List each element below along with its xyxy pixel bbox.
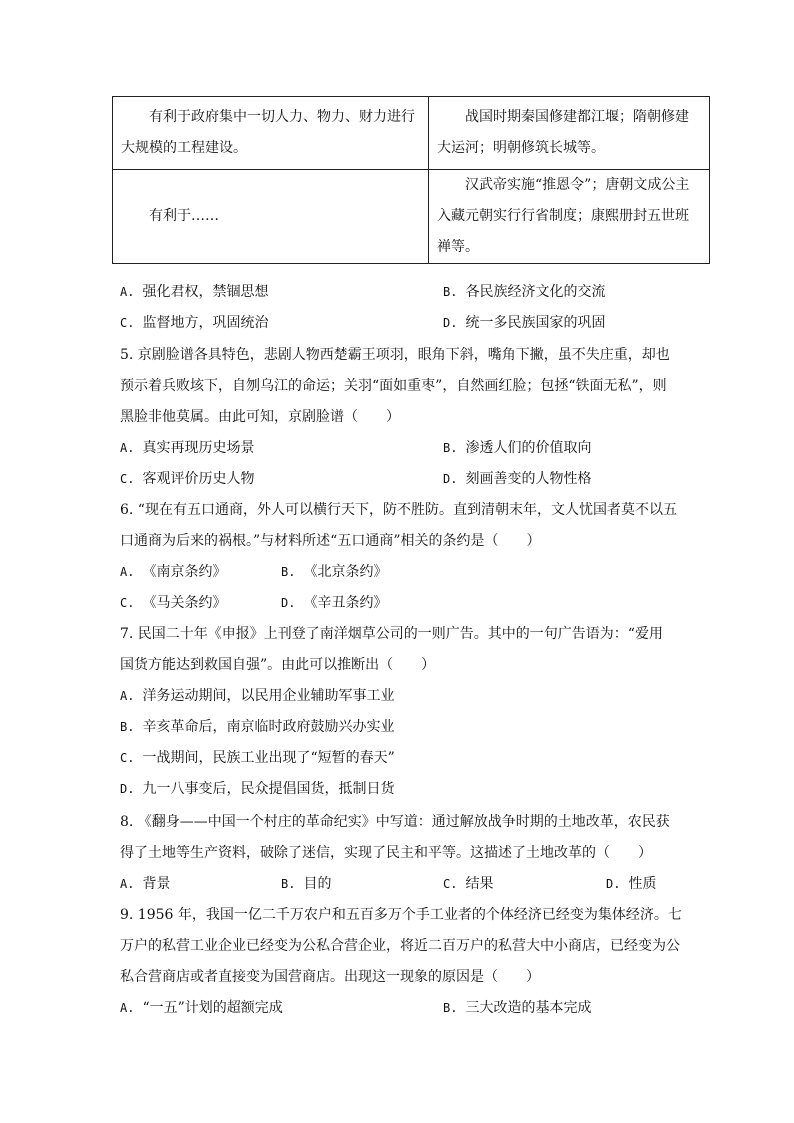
question-9-line-1: 9. 1956 年，我国一亿二千万农户和五百多万个手工业者的个体经济已经变为集体经济。七 bbox=[120, 907, 682, 923]
cell-text: 有利于…… bbox=[149, 208, 219, 224]
option-text: 一战期间，民族工业出现了“短暂的春天” bbox=[142, 750, 395, 766]
option-text: 背景 bbox=[142, 876, 171, 892]
option-text: 《辛丑条约》 bbox=[303, 595, 388, 611]
option-q5-c[interactable] bbox=[120, 469, 254, 489]
option-text: 《北京条约》 bbox=[303, 564, 388, 580]
option-q7-b[interactable] bbox=[120, 717, 394, 737]
option-text: 监督地方，巩固统治 bbox=[142, 315, 269, 331]
question-9-line-3: 私合营商店或者直接变为国营商店。出现这一现象的原因是（ ） bbox=[120, 969, 540, 985]
option-text: 《马关条约》 bbox=[142, 595, 227, 611]
question-6-line-2: 口通商为后来的祸根。”与材料所述“五口通商”相关的条约是（ ） bbox=[120, 533, 541, 549]
option-label: A. bbox=[120, 441, 135, 455]
option-q8-a[interactable] bbox=[120, 874, 170, 894]
option-text: “一五”计划的超额完成 bbox=[142, 1000, 283, 1016]
table-cell bbox=[113, 170, 429, 264]
option-text: 统一多民族国家的巩固 bbox=[465, 315, 606, 331]
option-text: 真实再现历史场景 bbox=[142, 440, 255, 456]
question-5-line-3: 黑脸非他莫属。由此可知，京剧脸谱（ ） bbox=[120, 409, 400, 425]
option-label: A. bbox=[120, 1001, 135, 1015]
question-8-line-1: 8. 《翻身——中国一个村庄的革命纪实》中写道：通过解放战争时期的土地改革，农民获 bbox=[120, 814, 670, 830]
option-label: D. bbox=[281, 596, 296, 610]
option-q5-b[interactable] bbox=[443, 438, 591, 458]
table-cell bbox=[429, 170, 710, 264]
option-q8-b[interactable] bbox=[281, 874, 331, 894]
option-q5-a[interactable] bbox=[120, 438, 254, 458]
question-7-line-2: 国货方能达到救国自强”。由此可以推断出（ ） bbox=[120, 657, 436, 673]
cell-text: 战国时期秦国修建都江堰；隋朝修建大运河；明朝修筑长城等。 bbox=[437, 109, 689, 156]
option-q4-c[interactable] bbox=[120, 313, 268, 333]
option-label: C. bbox=[443, 877, 458, 891]
option-text: 目的 bbox=[303, 876, 332, 892]
question-7-line-1: 7. 民国二十年《申报》上刊登了南洋烟草公司的一则广告。其中的一句广告语为：“爱用 bbox=[120, 626, 663, 642]
option-q5-d[interactable] bbox=[443, 469, 591, 489]
option-text: 洋务运动期间，以民用企业辅助军事工业 bbox=[142, 688, 395, 704]
option-text: 九一八事变后，民众提倡国货，抵制日货 bbox=[142, 781, 395, 797]
option-label: D. bbox=[120, 782, 135, 796]
option-label: B. bbox=[120, 720, 135, 734]
option-label: C. bbox=[120, 751, 135, 765]
option-label: D. bbox=[443, 316, 458, 330]
option-label: A. bbox=[120, 877, 135, 891]
option-text: 客观评价历史人物 bbox=[142, 471, 255, 487]
option-q7-c[interactable] bbox=[120, 748, 395, 768]
option-q4-b[interactable] bbox=[443, 282, 605, 302]
option-q8-c[interactable] bbox=[443, 874, 493, 894]
option-label: B. bbox=[281, 565, 296, 579]
context-table bbox=[112, 96, 710, 264]
option-label: B. bbox=[443, 285, 458, 299]
question-9-line-2: 万户的私营工业企业已经变为公私合营企业，将近二百万户的私营大中小商店，已经变为公 bbox=[120, 938, 680, 954]
option-q6-c[interactable] bbox=[120, 593, 226, 613]
option-label: C. bbox=[120, 472, 135, 486]
option-label: A. bbox=[120, 565, 135, 579]
question-5-line-1: 5. 京剧脸谱各具特色，悲剧人物西楚霸王项羽，眼角下斜，嘴角下撇，虽不失庄重，却也 bbox=[120, 347, 670, 363]
option-text: 《南京条约》 bbox=[142, 564, 227, 580]
cell-text: 汉武帝实施“推恩令”；唐朝文成公主入藏元朝实行行省制度；康熙册封五世班禅等。 bbox=[437, 177, 690, 255]
option-label: C. bbox=[120, 316, 135, 330]
option-label: D. bbox=[606, 877, 621, 891]
option-text: 性质 bbox=[628, 876, 657, 892]
table-row bbox=[113, 97, 710, 170]
option-q8-d[interactable] bbox=[606, 874, 656, 894]
option-label: B. bbox=[281, 877, 296, 891]
option-text: 各民族经济文化的交流 bbox=[465, 284, 606, 300]
option-q4-a[interactable] bbox=[120, 282, 268, 302]
option-q9-b[interactable] bbox=[443, 998, 591, 1018]
option-q4-d[interactable] bbox=[443, 313, 605, 333]
question-8-line-2: 得了土地等生产资料，破除了迷信，实现了民主和平等。这描述了土地改革的（ ） bbox=[120, 845, 652, 861]
option-q9-a[interactable] bbox=[120, 998, 283, 1018]
option-q6-a[interactable] bbox=[120, 562, 226, 582]
option-label: C. bbox=[120, 596, 135, 610]
option-label: A. bbox=[120, 689, 135, 703]
option-q7-a[interactable] bbox=[120, 686, 394, 706]
option-q7-d[interactable] bbox=[120, 779, 394, 799]
option-text: 刻画善变的人物性格 bbox=[465, 471, 592, 487]
option-label: B. bbox=[443, 441, 458, 455]
question-5-line-2: 预示着兵败垓下，自刎乌江的命运；关羽“面如重枣”，自然画红脸；包拯“铁面无私”，则 bbox=[120, 378, 667, 394]
option-q6-b[interactable] bbox=[281, 562, 387, 582]
table-cell bbox=[113, 97, 429, 170]
option-text: 辛亥革命后，南京临时政府鼓励兴办实业 bbox=[142, 719, 395, 735]
option-label: A. bbox=[120, 285, 135, 299]
option-text: 三大改造的基本完成 bbox=[465, 1000, 592, 1016]
question-6-line-1: 6. “现在有五口通商，外人可以横行天下，防不胜防。直到清朝末年，文人忧国者莫不以五 bbox=[120, 502, 677, 518]
option-text: 渗透人们的价值取向 bbox=[465, 440, 592, 456]
cell-text: 有利于政府集中一切人力、物力、财力进行大规模的工程建设。 bbox=[121, 109, 415, 156]
option-q6-d[interactable] bbox=[281, 593, 387, 613]
option-text: 结果 bbox=[465, 876, 494, 892]
option-text: 强化君权，禁锢思想 bbox=[142, 284, 269, 300]
table-cell bbox=[429, 97, 710, 170]
option-label: B. bbox=[443, 1001, 458, 1015]
table-row bbox=[113, 170, 710, 264]
option-label: D. bbox=[443, 472, 458, 486]
